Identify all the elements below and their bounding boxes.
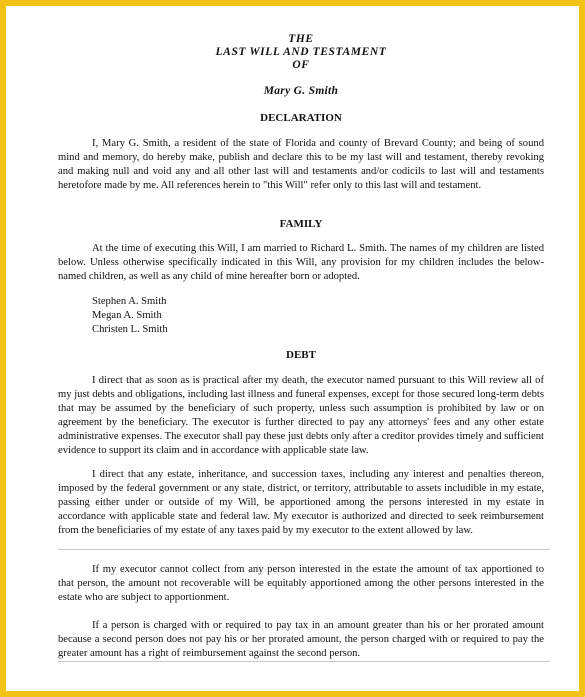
debt-paragraph-4: [58, 619, 544, 661]
title-line-of: OF: [292, 59, 310, 71]
family-text: At the time of executing this Will, I am married to Richard L. Smith. The names of my children are listed below. Unless otherwise specifically indicated in this Will, any provision for my children includes the below-named children, as well as any child of mine hereafter born or adopted.: [58, 243, 544, 282]
debt-paragraph-1: [58, 374, 544, 457]
debt-paragraph-2: [58, 468, 544, 538]
child-name: Christen L. Smith: [92, 324, 168, 335]
debt-text-4: If a person is charged with or required to pay tax in an amount greater than his or her prorated amount because a second person does not pay his or her prorated amount, the person charged with or required to pay the greater amount has a right of reimbursement against the second person.: [58, 620, 544, 659]
child-name: Stephen A. Smith: [92, 296, 167, 307]
debt-text-1: I direct that as soon as is practical after my death, the executor named pursuant to this Will review all of my just debts and obligations, including last illness and funeral expenses, except for those secured long-term debts that may be assumed by the beneficiary of such property, unless such assumption is prohibited by law or on agreement by the beneficiary. The executor is further directed to pay any attorneys' fees and any other estate administrative expenses. The executor shall pay these just debts only after a creditor provides timely and sufficient evidence to support its claim and in accordance with applicable state law.: [58, 375, 544, 456]
debt-text-2: I direct that any estate, inheritance, and succession taxes, including any interest and penalties thereon, imposed by the federal government or any state, district, or territory, attributable to assets includible in my estate, passing either under or outside of my Will, be apportioned among the persons interested in my estate in accordance with applicable state and federal law. My executor is authorized and directed to seek reimbursement from the beneficiaries of my estate of any taxes paid by my executor to the extent allowed by law.: [58, 469, 544, 536]
family-paragraph: [58, 242, 544, 284]
declaration-text: I, Mary G. Smith, a resident of the state of Florida and county of Brevard County; and being of sound mind and memory, do hereby make, publish and declare this to be my last will and testament, thereby revoking and making null and void any and all other last will and testaments and/or codicils to last will and testaments heretofore made by me. All references herein to "this Will" refer only to this last will and testament.: [58, 138, 544, 191]
debt-text-3: If my executor cannot collect from any person interested in the estate the amount of tax apportioned to that person, the amount not recoverable will be equitably apportioned among the other persons interested in the estate who are subject to apportionment.: [58, 564, 544, 603]
title-line-will: LAST WILL AND TESTAMENT: [215, 46, 387, 58]
testator-name: Mary G. Smith: [263, 85, 339, 97]
declaration-paragraph: [58, 137, 544, 193]
child-name: Megan A. Smith: [92, 310, 162, 321]
debt-paragraph-3: [58, 563, 544, 605]
page-rule: [58, 549, 550, 550]
document-page: [6, 6, 579, 691]
page-rule: [58, 661, 550, 662]
debt-heading: DEBT: [286, 349, 316, 361]
title-line-the: THE: [288, 33, 314, 45]
family-heading: FAMILY: [279, 218, 323, 230]
declaration-heading: DECLARATION: [260, 112, 342, 124]
